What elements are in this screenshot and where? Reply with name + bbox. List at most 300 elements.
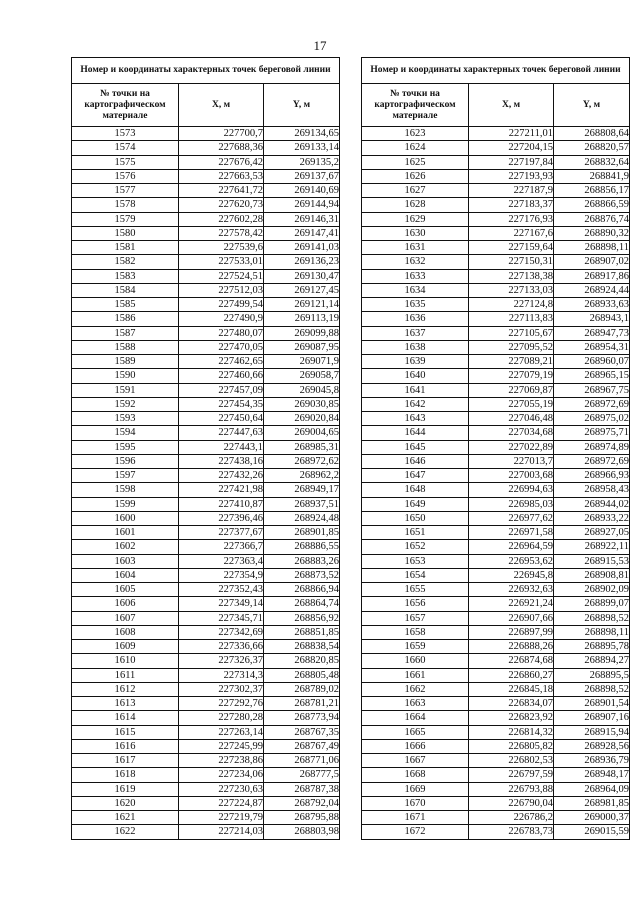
x-coordinate-cell: 227447,63 (179, 426, 264, 440)
y-coordinate-cell: 268954,31 (554, 340, 630, 354)
coordinates-table-right (361, 57, 630, 840)
table-row (72, 355, 340, 369)
x-coordinate-cell: 226977,62 (469, 511, 554, 525)
table-row (72, 511, 340, 525)
x-coordinate-cell: 227159,64 (469, 241, 554, 255)
y-coordinate-cell: 268960,07 (554, 355, 630, 369)
point-number-cell: 1588 (72, 340, 179, 354)
y-coordinate-cell: 269004,65 (264, 426, 340, 440)
x-coordinate-cell: 226994,63 (469, 483, 554, 497)
y-coordinate-cell: 268962,2 (264, 469, 340, 483)
table-row (72, 127, 340, 141)
y-coordinate-cell: 269147,41 (264, 226, 340, 240)
point-number-cell: 1616 (72, 739, 179, 753)
point-number-cell: 1620 (72, 796, 179, 810)
y-coordinate-cell: 268972,62 (264, 454, 340, 468)
y-coordinate-cell: 268856,17 (554, 184, 630, 198)
table-row (72, 397, 340, 411)
point-number-cell: 1642 (362, 397, 469, 411)
y-coordinate-cell: 269020,84 (264, 412, 340, 426)
table-row (72, 782, 340, 796)
y-coordinate-cell: 268898,52 (554, 611, 630, 625)
x-coordinate-cell: 227539,6 (179, 241, 264, 255)
x-coordinate-cell: 227438,16 (179, 454, 264, 468)
y-coordinate-cell: 269134,65 (264, 127, 340, 141)
table-row (72, 169, 340, 183)
point-number-cell: 1663 (362, 697, 469, 711)
x-coordinate-cell: 226802,53 (469, 754, 554, 768)
table-row (362, 768, 630, 782)
y-coordinate-cell: 269140,69 (264, 184, 340, 198)
point-number-cell: 1654 (362, 568, 469, 582)
table-body (72, 127, 340, 840)
x-coordinate-cell: 226860,27 (469, 668, 554, 682)
y-coordinate-cell: 268773,94 (264, 711, 340, 725)
x-coordinate-cell: 227366,7 (179, 540, 264, 554)
column-header-x: X, м (469, 84, 554, 127)
point-number-cell: 1598 (72, 483, 179, 497)
table-row (72, 369, 340, 383)
table-row (72, 412, 340, 426)
table-row (362, 511, 630, 525)
table-row (72, 540, 340, 554)
point-number-cell: 1628 (362, 198, 469, 212)
x-coordinate-cell: 227124,8 (469, 298, 554, 312)
table-body (362, 127, 630, 840)
x-coordinate-cell: 227280,28 (179, 711, 264, 725)
y-coordinate-cell: 268902,09 (554, 583, 630, 597)
point-number-cell: 1583 (72, 269, 179, 283)
x-coordinate-cell: 227224,87 (179, 796, 264, 810)
y-coordinate-cell: 268873,52 (264, 568, 340, 582)
point-number-cell: 1669 (362, 782, 469, 796)
x-coordinate-cell: 227443,1 (179, 440, 264, 454)
column-header-point-number: № точки на картографическом материале (72, 84, 179, 127)
table-row (72, 725, 340, 739)
y-coordinate-cell: 268767,35 (264, 725, 340, 739)
table-row (362, 397, 630, 411)
y-coordinate-cell: 269137,67 (264, 169, 340, 183)
point-number-cell: 1614 (72, 711, 179, 725)
y-coordinate-cell: 268767,49 (264, 739, 340, 753)
point-number-cell: 1609 (72, 640, 179, 654)
x-coordinate-cell: 226964,59 (469, 540, 554, 554)
y-coordinate-cell: 268975,71 (554, 426, 630, 440)
table-row (362, 355, 630, 369)
y-coordinate-cell: 268944,02 (554, 497, 630, 511)
table-row (72, 625, 340, 639)
point-number-cell: 1612 (72, 682, 179, 696)
point-number-cell: 1665 (362, 725, 469, 739)
y-coordinate-cell: 268781,21 (264, 697, 340, 711)
y-coordinate-cell: 268915,53 (554, 554, 630, 568)
point-number-cell: 1653 (362, 554, 469, 568)
table-row (362, 426, 630, 440)
point-number-cell: 1641 (362, 383, 469, 397)
x-coordinate-cell: 227245,99 (179, 739, 264, 753)
table-row (72, 198, 340, 212)
table-row (72, 326, 340, 340)
y-coordinate-cell: 269087,95 (264, 340, 340, 354)
x-coordinate-cell: 226786,2 (469, 811, 554, 825)
x-coordinate-cell: 227187,9 (469, 184, 554, 198)
y-coordinate-cell: 269045,8 (264, 383, 340, 397)
point-number-cell: 1574 (72, 141, 179, 155)
table-row (72, 526, 340, 540)
table-row (72, 269, 340, 283)
x-coordinate-cell: 227377,67 (179, 526, 264, 540)
x-coordinate-cell: 227046,48 (469, 412, 554, 426)
y-coordinate-cell: 269058,7 (264, 369, 340, 383)
point-number-cell: 1603 (72, 554, 179, 568)
x-coordinate-cell: 226945,8 (469, 568, 554, 582)
table-row (72, 796, 340, 810)
point-number-cell: 1652 (362, 540, 469, 554)
y-coordinate-cell: 268975,02 (554, 412, 630, 426)
x-coordinate-cell: 226921,24 (469, 597, 554, 611)
x-coordinate-cell: 227641,72 (179, 184, 264, 198)
x-coordinate-cell: 227013,7 (469, 454, 554, 468)
y-coordinate-cell: 268792,04 (264, 796, 340, 810)
table-row (72, 155, 340, 169)
point-number-cell: 1593 (72, 412, 179, 426)
point-number-cell: 1634 (362, 283, 469, 297)
y-coordinate-cell: 268972,69 (554, 397, 630, 411)
y-coordinate-cell: 269015,59 (554, 825, 630, 839)
table-row (362, 682, 630, 696)
x-coordinate-cell: 227470,05 (179, 340, 264, 354)
x-coordinate-cell: 227176,93 (469, 212, 554, 226)
table-row (362, 782, 630, 796)
point-number-cell: 1599 (72, 497, 179, 511)
x-coordinate-cell: 227034,68 (469, 426, 554, 440)
x-coordinate-cell: 227133,03 (469, 283, 554, 297)
x-coordinate-cell: 227138,38 (469, 269, 554, 283)
y-coordinate-cell: 269000,37 (554, 811, 630, 825)
y-coordinate-cell: 269144,94 (264, 198, 340, 212)
y-coordinate-cell: 268777,5 (264, 768, 340, 782)
point-number-cell: 1638 (362, 340, 469, 354)
y-coordinate-cell: 268928,56 (554, 739, 630, 753)
point-number-cell: 1635 (362, 298, 469, 312)
table-row (362, 141, 630, 155)
table-row (362, 625, 630, 639)
point-number-cell: 1650 (362, 511, 469, 525)
column-header-x: X, м (179, 84, 264, 127)
point-number-cell: 1637 (362, 326, 469, 340)
table-row (362, 241, 630, 255)
y-coordinate-cell: 268789,02 (264, 682, 340, 696)
table-row (362, 697, 630, 711)
point-number-cell: 1629 (362, 212, 469, 226)
point-number-cell: 1587 (72, 326, 179, 340)
y-coordinate-cell: 268895,78 (554, 640, 630, 654)
x-coordinate-cell: 226834,07 (469, 697, 554, 711)
point-number-cell: 1607 (72, 611, 179, 625)
x-coordinate-cell: 227450,64 (179, 412, 264, 426)
table-row (72, 654, 340, 668)
x-coordinate-cell: 227663,53 (179, 169, 264, 183)
x-coordinate-cell: 227095,52 (469, 340, 554, 354)
x-coordinate-cell: 227326,37 (179, 654, 264, 668)
table-row (72, 583, 340, 597)
point-number-cell: 1630 (362, 226, 469, 240)
point-number-cell: 1624 (362, 141, 469, 155)
coordinates-table-left (71, 57, 340, 840)
table-row (362, 526, 630, 540)
x-coordinate-cell: 226953,62 (469, 554, 554, 568)
point-number-cell: 1643 (362, 412, 469, 426)
point-number-cell: 1586 (72, 312, 179, 326)
table-row (362, 640, 630, 654)
x-coordinate-cell: 227462,65 (179, 355, 264, 369)
point-number-cell: 1582 (72, 255, 179, 269)
y-coordinate-cell: 269030,85 (264, 397, 340, 411)
point-number-cell: 1667 (362, 754, 469, 768)
point-number-cell: 1590 (72, 369, 179, 383)
table-title: Номер и координаты характерных точек береговой линии (72, 58, 340, 84)
x-coordinate-cell: 226888,26 (469, 640, 554, 654)
table-row (72, 212, 340, 226)
point-number-cell: 1648 (362, 483, 469, 497)
x-coordinate-cell: 227578,42 (179, 226, 264, 240)
table-row (72, 226, 340, 240)
x-coordinate-cell: 227688,36 (179, 141, 264, 155)
table-row (72, 597, 340, 611)
table-row (362, 212, 630, 226)
x-coordinate-cell: 227003,68 (469, 469, 554, 483)
point-number-cell: 1579 (72, 212, 179, 226)
point-number-cell: 1576 (72, 169, 179, 183)
x-coordinate-cell: 227197,84 (469, 155, 554, 169)
table-row (362, 711, 630, 725)
x-coordinate-cell: 227602,28 (179, 212, 264, 226)
x-coordinate-cell: 227230,63 (179, 782, 264, 796)
table-row (72, 568, 340, 582)
x-coordinate-cell: 227499,54 (179, 298, 264, 312)
x-coordinate-cell: 227113,83 (469, 312, 554, 326)
y-coordinate-cell: 268966,93 (554, 469, 630, 483)
x-coordinate-cell: 227183,37 (469, 198, 554, 212)
y-coordinate-cell: 268917,86 (554, 269, 630, 283)
point-number-cell: 1625 (362, 155, 469, 169)
table-row (362, 383, 630, 397)
point-number-cell: 1601 (72, 526, 179, 540)
table-row (362, 155, 630, 169)
point-number-cell: 1615 (72, 725, 179, 739)
y-coordinate-cell: 268964,09 (554, 782, 630, 796)
point-number-cell: 1622 (72, 825, 179, 839)
point-number-cell: 1619 (72, 782, 179, 796)
point-number-cell: 1623 (362, 127, 469, 141)
table-row (72, 283, 340, 297)
point-number-cell: 1581 (72, 241, 179, 255)
point-number-cell: 1640 (362, 369, 469, 383)
point-number-cell: 1602 (72, 540, 179, 554)
x-coordinate-cell: 227234,06 (179, 768, 264, 782)
table-row (72, 754, 340, 768)
y-coordinate-cell: 268898,11 (554, 625, 630, 639)
point-number-cell: 1664 (362, 711, 469, 725)
point-number-cell: 1610 (72, 654, 179, 668)
x-coordinate-cell: 227454,35 (179, 397, 264, 411)
point-number-cell: 1639 (362, 355, 469, 369)
y-coordinate-cell: 269146,31 (264, 212, 340, 226)
x-coordinate-cell: 227105,67 (469, 326, 554, 340)
table-row (72, 383, 340, 397)
table-row (362, 654, 630, 668)
table-row (362, 127, 630, 141)
point-number-cell: 1592 (72, 397, 179, 411)
x-coordinate-cell: 226805,82 (469, 739, 554, 753)
y-coordinate-cell: 268895,5 (554, 668, 630, 682)
x-coordinate-cell: 227263,14 (179, 725, 264, 739)
y-coordinate-cell: 268841,9 (554, 169, 630, 183)
y-coordinate-cell: 268908,81 (554, 568, 630, 582)
y-coordinate-cell: 268886,55 (264, 540, 340, 554)
table-row (362, 497, 630, 511)
table-row (72, 811, 340, 825)
table-row (72, 739, 340, 753)
point-number-cell: 1656 (362, 597, 469, 611)
table-row (72, 184, 340, 198)
y-coordinate-cell: 269127,45 (264, 283, 340, 297)
point-number-cell: 1611 (72, 668, 179, 682)
table-row (362, 725, 630, 739)
point-number-cell: 1668 (362, 768, 469, 782)
x-coordinate-cell: 227219,79 (179, 811, 264, 825)
x-coordinate-cell: 227302,37 (179, 682, 264, 696)
point-number-cell: 1645 (362, 440, 469, 454)
y-coordinate-cell: 268838,54 (264, 640, 340, 654)
point-number-cell: 1604 (72, 568, 179, 582)
point-number-cell: 1662 (362, 682, 469, 696)
point-number-cell: 1578 (72, 198, 179, 212)
point-number-cell: 1636 (362, 312, 469, 326)
y-coordinate-cell: 269135,2 (264, 155, 340, 169)
y-coordinate-cell: 268876,74 (554, 212, 630, 226)
column-header-y: Y, м (264, 84, 340, 127)
y-coordinate-cell: 268805,48 (264, 668, 340, 682)
y-coordinate-cell: 268949,17 (264, 483, 340, 497)
y-coordinate-cell: 269099,88 (264, 326, 340, 340)
point-number-cell: 1659 (362, 640, 469, 654)
table-row (72, 469, 340, 483)
y-coordinate-cell: 268936,79 (554, 754, 630, 768)
x-coordinate-cell: 227345,71 (179, 611, 264, 625)
y-coordinate-cell: 268907,02 (554, 255, 630, 269)
y-coordinate-cell: 268883,26 (264, 554, 340, 568)
table-row (72, 241, 340, 255)
x-coordinate-cell: 226823,92 (469, 711, 554, 725)
point-number-cell: 1605 (72, 583, 179, 597)
y-coordinate-cell: 268820,85 (264, 654, 340, 668)
y-coordinate-cell: 268820,57 (554, 141, 630, 155)
x-coordinate-cell: 227314,3 (179, 668, 264, 682)
x-coordinate-cell: 227512,03 (179, 283, 264, 297)
table-row (72, 554, 340, 568)
point-number-cell: 1646 (362, 454, 469, 468)
table-row (362, 340, 630, 354)
point-number-cell: 1600 (72, 511, 179, 525)
y-coordinate-cell: 268771,06 (264, 754, 340, 768)
point-number-cell: 1661 (362, 668, 469, 682)
x-coordinate-cell: 227167,6 (469, 226, 554, 240)
table-row (72, 497, 340, 511)
y-coordinate-cell: 268899,07 (554, 597, 630, 611)
x-coordinate-cell: 227214,03 (179, 825, 264, 839)
y-coordinate-cell: 268898,11 (554, 241, 630, 255)
table-row (72, 483, 340, 497)
table-row (362, 440, 630, 454)
x-coordinate-cell: 227342,69 (179, 625, 264, 639)
point-number-cell: 1671 (362, 811, 469, 825)
x-coordinate-cell: 226797,59 (469, 768, 554, 782)
point-number-cell: 1655 (362, 583, 469, 597)
table-row (72, 141, 340, 155)
point-number-cell: 1651 (362, 526, 469, 540)
table-row (362, 739, 630, 753)
y-coordinate-cell: 268898,52 (554, 682, 630, 696)
point-number-cell: 1613 (72, 697, 179, 711)
table-row (72, 255, 340, 269)
table-row (72, 426, 340, 440)
point-number-cell: 1660 (362, 654, 469, 668)
table-row (362, 540, 630, 554)
x-coordinate-cell: 227524,51 (179, 269, 264, 283)
x-coordinate-cell: 227352,43 (179, 583, 264, 597)
table-row (362, 198, 630, 212)
y-coordinate-cell: 268972,69 (554, 454, 630, 468)
y-coordinate-cell: 268981,85 (554, 796, 630, 810)
x-coordinate-cell: 227396,46 (179, 511, 264, 525)
y-coordinate-cell: 268943,1 (554, 312, 630, 326)
point-number-cell: 1666 (362, 739, 469, 753)
table-row (362, 754, 630, 768)
table-row (72, 298, 340, 312)
x-coordinate-cell: 227238,86 (179, 754, 264, 768)
point-number-cell: 1589 (72, 355, 179, 369)
table-title: Номер и координаты характерных точек береговой линии (362, 58, 630, 84)
point-number-cell: 1626 (362, 169, 469, 183)
y-coordinate-cell: 268890,32 (554, 226, 630, 240)
point-number-cell: 1644 (362, 426, 469, 440)
table-row (362, 454, 630, 468)
table-row (362, 796, 630, 810)
table-row (72, 668, 340, 682)
table-row (72, 454, 340, 468)
y-coordinate-cell: 269113,19 (264, 312, 340, 326)
x-coordinate-cell: 227349,14 (179, 597, 264, 611)
point-number-cell: 1577 (72, 184, 179, 198)
x-coordinate-cell: 226932,63 (469, 583, 554, 597)
x-coordinate-cell: 227354,9 (179, 568, 264, 582)
point-number-cell: 1632 (362, 255, 469, 269)
x-coordinate-cell: 226971,58 (469, 526, 554, 540)
point-number-cell: 1672 (362, 825, 469, 839)
point-number-cell: 1597 (72, 469, 179, 483)
point-number-cell: 1573 (72, 127, 179, 141)
point-number-cell: 1580 (72, 226, 179, 240)
point-number-cell: 1627 (362, 184, 469, 198)
table-row (72, 711, 340, 725)
y-coordinate-cell: 268915,94 (554, 725, 630, 739)
point-number-cell: 1595 (72, 440, 179, 454)
table-row (72, 682, 340, 696)
y-coordinate-cell: 268901,85 (264, 526, 340, 540)
x-coordinate-cell: 227089,21 (469, 355, 554, 369)
table-row (362, 611, 630, 625)
